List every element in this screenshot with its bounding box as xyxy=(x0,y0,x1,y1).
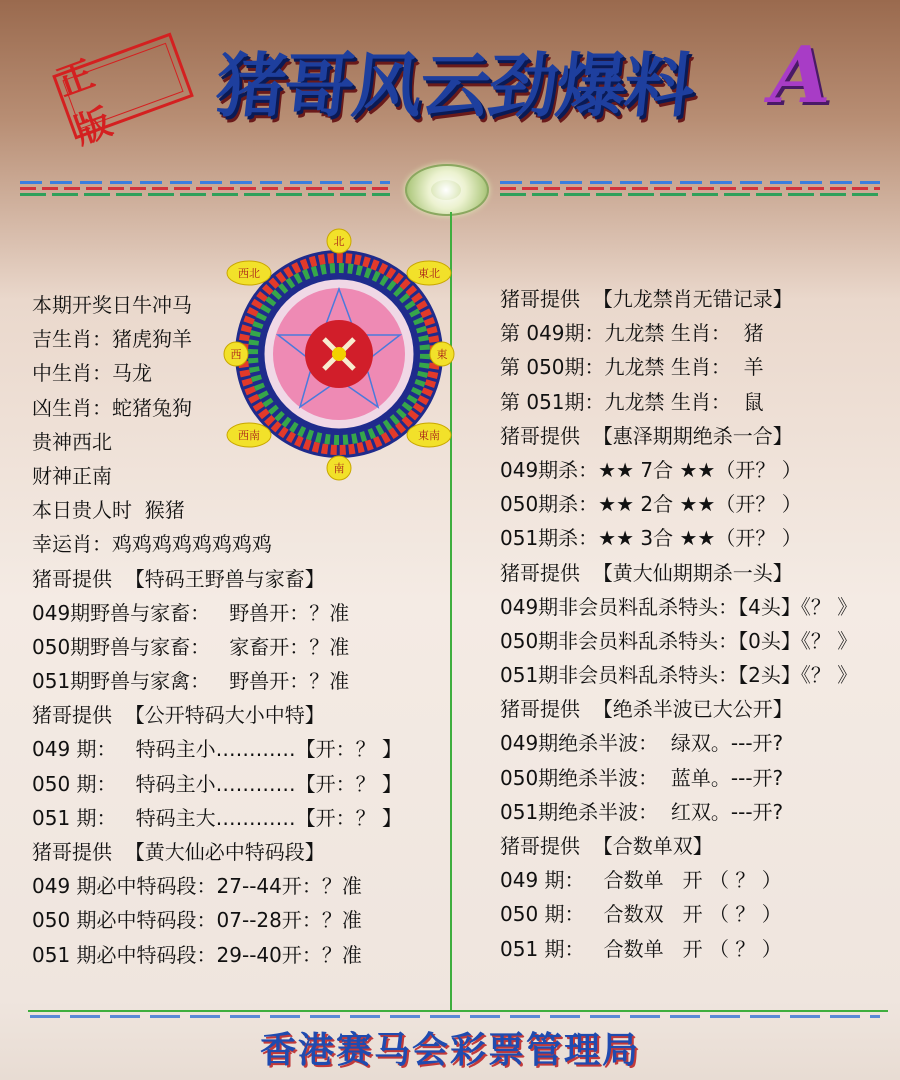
left-forecast-row: 051 期： 特码主大…………【开：？ 】 xyxy=(32,805,402,830)
right-forecast-row: 猪哥提供 【绝杀半波已大公开】 xyxy=(500,697,793,722)
right-forecast-list xyxy=(500,282,857,966)
left-forecast-row: 贵神西北 xyxy=(32,429,112,454)
compass-northwest: 西北 xyxy=(238,267,260,280)
left-forecast-row: 本期开奖日牛冲马 xyxy=(32,293,192,317)
footer-organization: 香港赛马会彩票管理局 xyxy=(259,1029,640,1071)
right-forecast-row: 050 期： 合数双 开 （ ？ ） xyxy=(500,902,782,927)
right-forecast-row: 050期绝杀半波： 蓝单。---开? xyxy=(500,765,784,790)
footer-divider xyxy=(28,1010,888,1012)
right-forecast-row: 猪哥提供 【九龙禁肖无错记录】 xyxy=(500,287,793,311)
left-forecast-row: 猪哥提供 【特码王野兽与家畜】 xyxy=(32,566,325,591)
compass-southeast: 東南 xyxy=(418,429,440,442)
left-forecast-row: 本日贵人时 猴猪 xyxy=(32,498,185,523)
left-forecast-row: 050 期： 特码主小…………【开：？ 】 xyxy=(32,771,402,796)
compass-northeast: 東北 xyxy=(418,267,440,280)
compass-west: 西 xyxy=(230,348,242,361)
page-title: 猪哥风云劲爆料 xyxy=(212,44,697,127)
left-forecast-row: 050 期必中特码段：07--28开：？准 xyxy=(32,908,362,933)
right-forecast-row: 第 050期：九龙禁 生肖： 羊 xyxy=(500,355,764,380)
left-forecast-row: 幸运肖：鸡鸡鸡鸡鸡鸡鸡鸡 xyxy=(32,532,272,557)
taiji-medallion-icon xyxy=(405,164,489,216)
right-forecast-row: 049期绝杀半波： 绿双。---开? xyxy=(500,731,784,756)
right-forecast-row: 猪哥提供 【黄大仙期期杀一头】 xyxy=(500,560,793,585)
right-forecast-row: 051期杀：★★ 3合 ★★（开？ ） xyxy=(500,526,802,551)
right-forecast-row: 051期绝杀半波： 红双。---开? xyxy=(500,799,784,824)
right-forecast-row: 猪哥提供 【合数单双】 xyxy=(500,834,713,858)
left-forecast-row: 凶生肖：蛇猪兔狗 xyxy=(32,395,192,420)
left-forecast-row: 猪哥提供 【黄大仙必中特码段】 xyxy=(32,840,325,864)
right-forecast-row: 049 期： 合数单 开 （ ？ ） xyxy=(500,868,782,893)
right-forecast-row: 第 049期：九龙禁 生肖： 猪 xyxy=(500,321,764,346)
decorative-dashes-left xyxy=(20,178,390,202)
compass-north: 北 xyxy=(333,235,345,248)
right-forecast-row: 051 期： 合数单 开 （ ？ ） xyxy=(500,936,782,961)
compass-south: 南 xyxy=(333,462,345,475)
left-forecast-row: 049 期： 特码主小…………【开：？ 】 xyxy=(32,737,402,762)
right-forecast-row: 049期杀：★★ 7合 ★★（开？ ） xyxy=(500,457,802,482)
left-forecast-row: 049 期必中特码段：27--44开：？准 xyxy=(32,874,362,899)
stamp-text: 正 版 xyxy=(51,46,135,153)
right-forecast-row: 050期非会员料乱杀特头：【0头】《？ 》 xyxy=(500,628,858,653)
left-forecast-row: 猪哥提供 【公开特码大小中特】 xyxy=(32,703,325,728)
authentic-stamp xyxy=(51,33,194,153)
left-forecast-row: 051期野兽与家禽： 野兽开：？准 xyxy=(32,669,350,694)
right-forecast-row: 050期杀：★★ 2合 ★★（开？ ） xyxy=(500,492,802,517)
right-forecast-row: 第 051期：九龙禁 生肖： 鼠 xyxy=(500,389,764,414)
left-forecast-list xyxy=(32,288,402,972)
right-forecast-row: 051期非会员料乱杀特头：【2头】《？ 》 xyxy=(500,663,858,688)
left-forecast-row: 050期野兽与家畜： 家畜开：？准 xyxy=(32,634,350,659)
right-forecast-row: 猪哥提供 【惠泽期期绝杀一合】 xyxy=(500,423,793,448)
left-forecast-row: 中生肖：马龙 xyxy=(32,361,152,386)
compass-east: 東 xyxy=(436,348,448,361)
edition-letter: A xyxy=(770,30,831,121)
left-forecast-row: 049期野兽与家畜： 野兽开：？准 xyxy=(32,600,350,625)
left-forecast-row: 051 期必中特码段：29--40开：？准 xyxy=(32,942,362,967)
left-forecast-row: 吉生肖：猪虎狗羊 xyxy=(32,327,192,352)
right-forecast-row: 049期非会员料乱杀特头：【4头】《？ 》 xyxy=(500,594,858,619)
compass-southwest: 西南 xyxy=(238,429,260,442)
left-forecast-row: 财神正南 xyxy=(32,463,112,488)
footer-dashes xyxy=(30,1015,880,1018)
decorative-dashes-right xyxy=(500,178,880,202)
